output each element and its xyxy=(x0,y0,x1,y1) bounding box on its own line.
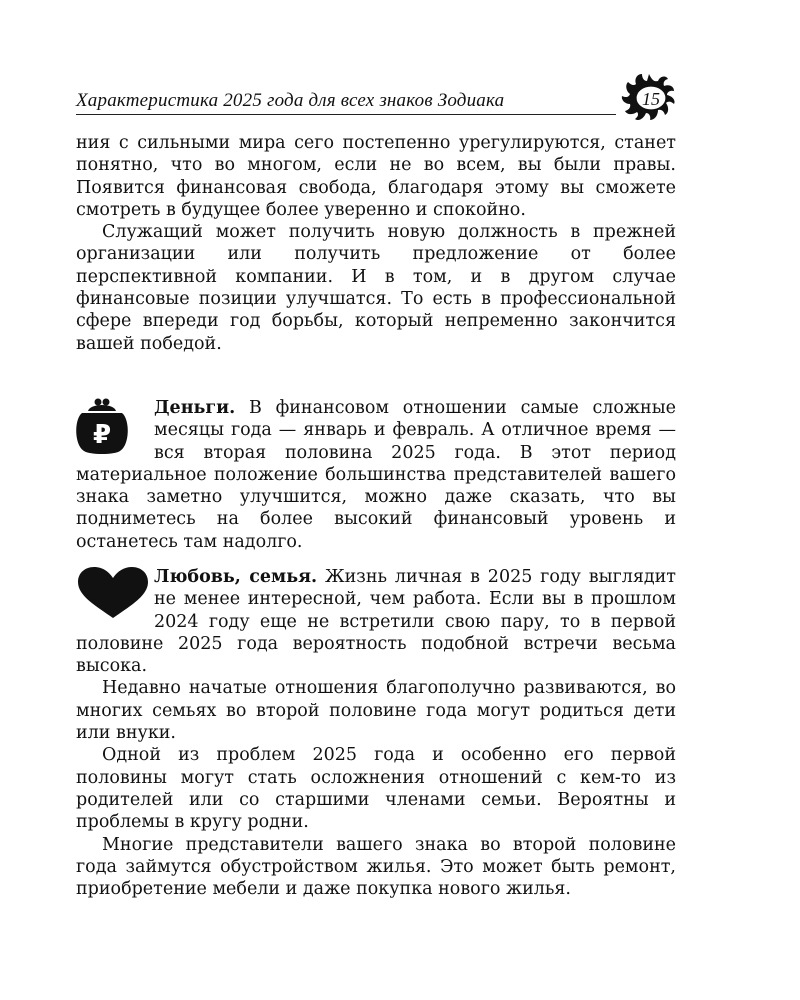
page-number: 15 xyxy=(642,89,660,109)
intro-paragraph: Служащий может получить новую должность в прежней организации или получить предложение от более перспективной компании. И в том, и в другом случае финансовые позиции улучшатся. То есть в профессиональной сфере впереди год борьбы, который непременно закончится вашей победой. xyxy=(76,222,676,354)
love-heading: Любовь, семья. xyxy=(154,567,318,587)
intro-text xyxy=(76,132,676,355)
money-section xyxy=(76,397,676,553)
money-heading: Деньги. xyxy=(154,398,236,418)
svg-text:₽: ₽ xyxy=(92,420,112,450)
page-number-badge xyxy=(614,72,684,128)
love-paragraph: Многие представители вашего знака во второй половине года займутся обустройством жилья. Это может быть ремонт, приобретение мебели и даже покупка нового жилья. xyxy=(76,834,676,900)
love-text: Жизнь личная в 2025 году выглядит не менее интересной, чем работа. Если вы в прошлом 2024 году еще не встретили свою пару, то в первой половине 2025 года вероятность подобной встречи весьма высока. xyxy=(76,567,676,677)
header-title: Характеристика 2025 года для всех знаков Зодиака xyxy=(76,90,505,111)
heart-icon xyxy=(76,566,154,626)
intro-paragraph: ния с сильными мира сего постепенно урегулируются, станет понятно, что во многом, если не во всем, вы были правы. Появится финансовая свобода, благодаря этому вы сможете смотреть в будущее более уверенно и спокойно. xyxy=(76,133,676,220)
header-rule xyxy=(76,114,616,115)
love-paragraph: Недавно начатые отношения благополучно развиваются, во многих семьях во второй половине года могут родиться дети или внуки. xyxy=(76,678,676,744)
ruble-purse-icon xyxy=(76,397,154,457)
love-section xyxy=(76,566,676,900)
running-header xyxy=(76,78,676,118)
love-paragraph: Одной из проблем 2025 года и особенно его первой половины могут стать осложнения отношений с кем-то из родителей или со старшими членами семьи. Вероятны и проблемы в кругу родни. xyxy=(76,745,676,833)
money-text: В финансовом отношении самые сложные месяцы года — январь и февраль. А отличное время — вся вторая половина 2025 года. В этот период материальное положение большинства представителей вашего знака заметно улучшится, можно даже сказать, что вы подниметесь на более высокий финансовый уровень и останетесь там надолго. xyxy=(76,398,676,552)
